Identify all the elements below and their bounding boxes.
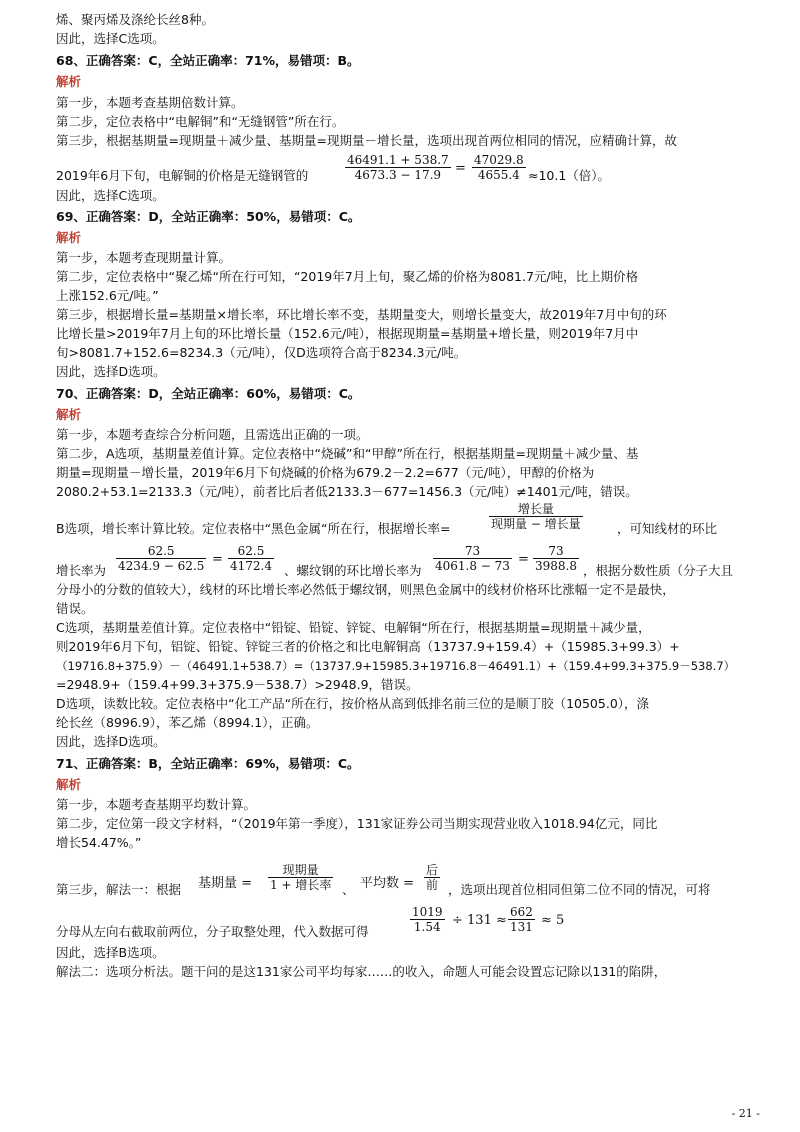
answer-header-71: 71、正确答案：B，全站正确率：69%，易错项：C。 bbox=[56, 756, 360, 771]
numerator: 73 bbox=[433, 544, 512, 559]
page-number: - 21 - bbox=[731, 1107, 760, 1120]
text-line: 2019年6月下旬，电解铜的价格是无缝钢管的 bbox=[56, 168, 309, 183]
text-line: 增长54.47%。” bbox=[56, 835, 142, 850]
denominator: 4061.8 − 73 bbox=[435, 559, 510, 573]
text-line: 纶长丝（8996.9），苯乙烯（8994.1），正确。 bbox=[56, 715, 319, 730]
text-line: 第一步，本题考查现期量计算。 bbox=[56, 250, 232, 265]
text-line: （19716.8+375.9）－（46491.1+538.7）=（13737.9+15985.3+19716.8－46491.1）+（159.4+99.3+375.9－538.7） bbox=[56, 659, 736, 673]
text-line: 烯、聚丙烯及涤纶长丝8种。 bbox=[56, 12, 214, 27]
text-line: 错误。 bbox=[56, 601, 94, 616]
numerator: 现期量 bbox=[268, 863, 333, 878]
analysis-label: 解析 bbox=[56, 230, 82, 245]
text-line: C选项，基期量差值计算。定位表格中“铅锭、铅锭、锌锭、电解铜“所在行，根据基期量=现期量＋减少量， bbox=[56, 620, 651, 635]
text-line: 第一步，本题考查基期平均数计算。 bbox=[56, 797, 257, 812]
text-line: 上涨152.6元/吨。” bbox=[56, 288, 159, 303]
text-line: 因此，选择C选项。 bbox=[56, 188, 165, 203]
fraction bbox=[508, 905, 535, 934]
equals-sign: = bbox=[212, 552, 223, 567]
equals-sign: = bbox=[518, 552, 529, 567]
text-line: ，可知线材的环比 bbox=[617, 521, 718, 536]
numerator: 62.5 bbox=[228, 544, 274, 559]
text-line: =2948.9+（159.4+99.3+375.9－538.7）>2948.9，错误。 bbox=[56, 677, 419, 692]
denominator: 131 bbox=[510, 920, 533, 934]
analysis-label: 解析 bbox=[56, 407, 82, 422]
equals-sign: = bbox=[455, 161, 466, 176]
numerator: 后 bbox=[426, 863, 439, 877]
text-line: 第三步，根据增长量=基期量×增长率，环比增长率不变，基期量变大，则增长量变大，故2019年7月中旬的环 bbox=[56, 307, 667, 322]
text-line: 、 bbox=[342, 882, 355, 897]
denominator: 3988.8 bbox=[535, 559, 577, 573]
answer-header-68: 68、正确答案：C，全站正确率：71%，易错项：B。 bbox=[56, 53, 360, 68]
denominator: 1 + 增长率 bbox=[270, 878, 332, 892]
text-line: 增长率为 bbox=[56, 563, 107, 578]
text-line: 第三步，解法一：根据 bbox=[56, 882, 182, 897]
numerator: 增长量 bbox=[489, 502, 583, 517]
formula-text: ÷ 131 ≈ bbox=[452, 913, 507, 928]
text-line: 则2019年6月下旬，铝锭、铅锭、锌锭三者的价格之和比电解铜高（13737.9+159.4）+（15985.3+99.3）+ bbox=[56, 639, 680, 654]
text-line: ，选项出现首位相同但第二位不同的情况，可将 bbox=[448, 882, 711, 897]
text-line: B选项，增长率计算比较。定位表格中“黑色金属“所在行，根据增长率= bbox=[56, 521, 451, 536]
fraction bbox=[433, 544, 512, 573]
text-line: 第一步，本题考查综合分析问题，且需选出正确的一项。 bbox=[56, 427, 369, 442]
numerator: 73 bbox=[533, 544, 579, 559]
fraction bbox=[410, 905, 445, 934]
text-line: 期量=现期量－增长量，2019年6月下旬烧碱的价格为679.2－2.2=677（元/吨），甲醇的价格为 bbox=[56, 465, 595, 480]
text-line: 分母小的分数的值较大），线材的环比增长率必然低于螺纹钢，则黑色金属中的线材价格环比涨幅一定不是最快， bbox=[56, 582, 675, 597]
text-line: 第一步，本题考查基期倍数计算。 bbox=[56, 95, 244, 110]
text-line: 第二步，A选项，基期量差值计算。定位表格中“烧碱”和“甲醇”所在行，根据基期量=现期量＋减少量、基 bbox=[56, 446, 639, 461]
text-line: 旬>8081.7+152.6=8234.3（元/吨），仅D选项符合高于8234.3元/吨。 bbox=[56, 345, 467, 360]
text-line: 分母从左向右截取前两位，分子取整处理，代入数据可得 bbox=[56, 924, 369, 939]
denominator: 前 bbox=[426, 878, 439, 892]
numerator: 62.5 bbox=[116, 544, 206, 559]
denominator: 4655.4 bbox=[477, 168, 520, 182]
answer-header-69: 69、正确答案：D，全站正确率：50%，易错项：C。 bbox=[56, 209, 361, 224]
formula-label: 基期量 = bbox=[198, 876, 253, 891]
denominator: 现期量 − 增长量 bbox=[491, 517, 581, 531]
formula-text: ≈ 5 bbox=[541, 913, 565, 928]
text-line: 比增长量>2019年7月上旬的环比增长量（152.6元/吨），根据现期量=基期量+增长量，则2019年7月中 bbox=[56, 326, 639, 341]
text-line: 、螺纹钢的环比增长率为 bbox=[284, 563, 422, 578]
numerator: 1019 bbox=[412, 905, 443, 919]
fraction bbox=[533, 544, 579, 573]
fraction bbox=[489, 502, 583, 531]
text-line: 第三步，根据基期量=现期量＋减少量、基期量=现期量－增长量，选项出现首两位相同的情况，应精确计算，故 bbox=[56, 133, 677, 148]
fraction bbox=[116, 544, 206, 573]
analysis-label: 解析 bbox=[56, 777, 82, 792]
fraction bbox=[345, 153, 451, 182]
fraction bbox=[228, 544, 274, 573]
text-line: 因此，选择D选项。 bbox=[56, 734, 166, 749]
text-line: 2080.2+53.1=2133.3（元/吨），前者比后者低2133.3－677=1456.3（元/吨）≠1401元/吨，错误。 bbox=[56, 484, 638, 499]
denominator: 4172.4 bbox=[230, 559, 272, 573]
text-line: ≈10.1（倍）。 bbox=[528, 168, 611, 183]
denominator: 4673.3 − 17.9 bbox=[354, 168, 442, 182]
text-line: D选项，读数比较。定位表格中“化工产品“所在行，按价格从高到低排名前三位的是顺丁胶（10505.0），涤 bbox=[56, 696, 650, 711]
fraction bbox=[424, 863, 440, 892]
denominator: 4234.9 − 62.5 bbox=[118, 559, 205, 573]
answer-header-70: 70、正确答案：D，全站正确率：60%，易错项：C。 bbox=[56, 386, 361, 401]
analysis-label: 解析 bbox=[56, 74, 82, 89]
text-line: 因此，选择B选项。 bbox=[56, 945, 165, 960]
numerator: 47029.8 bbox=[474, 153, 524, 167]
text-line: 第二步，定位第一段文字材料，“（2019年第一季度），131家证券公司当期实现营业收入1018.94亿元，同比 bbox=[56, 816, 658, 831]
text-line: 第二步，定位表格中“电解铜”和“无缝钢管”所在行。 bbox=[56, 114, 345, 129]
text-line: 第二步，定位表格中“聚乙烯“所在行可知，“2019年7月上旬，聚乙烯的价格为8081.7元/吨，比上期价格 bbox=[56, 269, 639, 284]
text-line: 因此，选择C选项。 bbox=[56, 31, 165, 46]
fraction bbox=[268, 863, 333, 892]
numerator: 662 bbox=[510, 905, 533, 919]
numerator: 46491.1 + 538.7 bbox=[347, 153, 449, 167]
formula-label: 平均数 = bbox=[360, 876, 415, 891]
fraction bbox=[472, 153, 526, 182]
denominator: 1.54 bbox=[413, 920, 441, 934]
text-line: 解法二：选项分析法。题干问的是这131家公司平均每家……的收入，命题人可能会设置忘记除以131的陷阱， bbox=[56, 964, 667, 979]
text-line: 因此，选择D选项。 bbox=[56, 364, 166, 379]
text-line: ，根据分数性质（分子大且 bbox=[583, 563, 734, 578]
